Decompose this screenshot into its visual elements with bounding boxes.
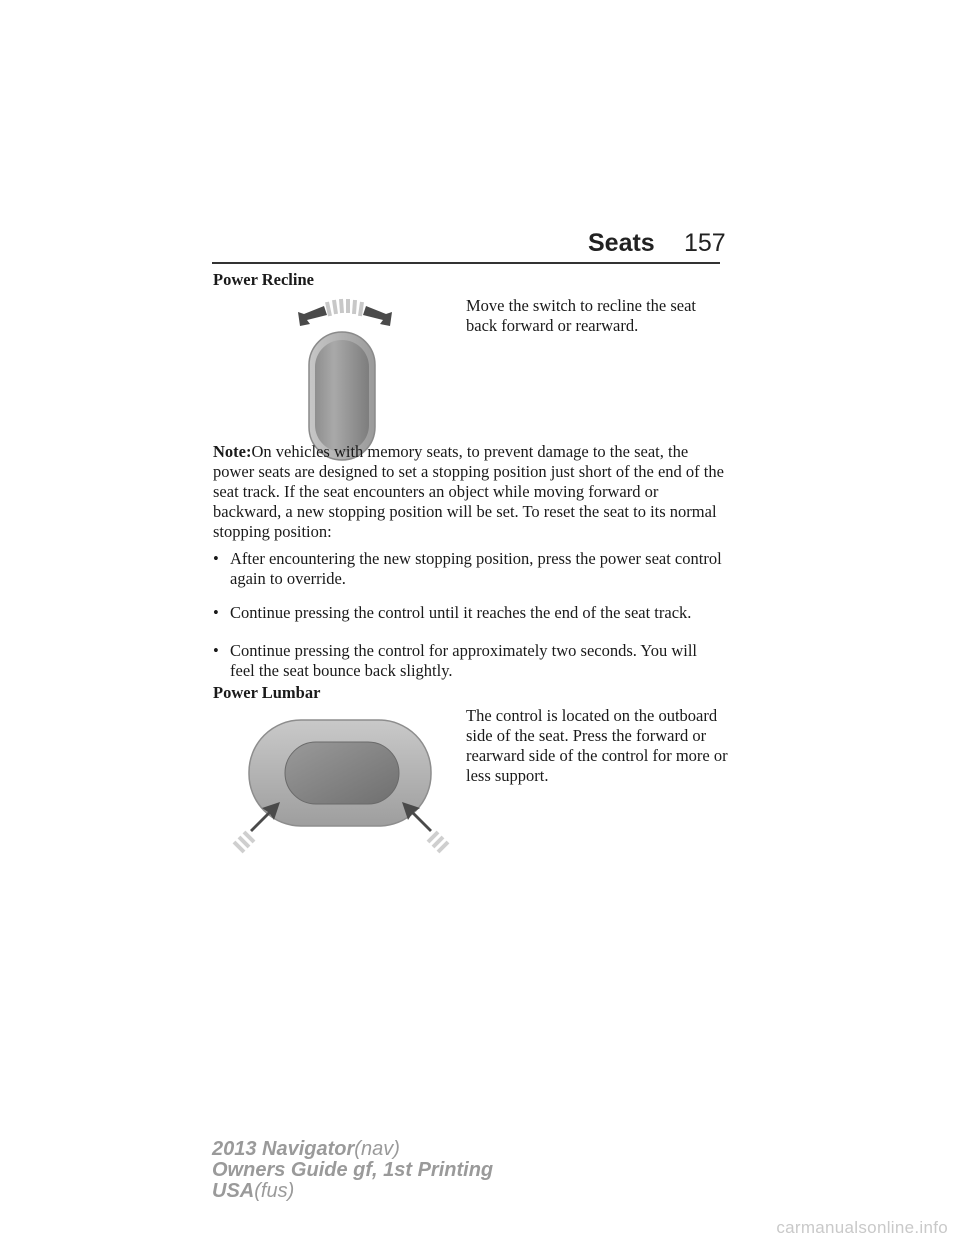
note-text: On vehicles with memory seats, to prevent damage to the seat, the power seats are designed to set a stopping position just short of the end of the seat track. If the seat encounters an object while moving forward or backward, a new stopping position will be set. To reset the seat to its normal stopping position: xyxy=(213,442,724,541)
footer-model-code: (nav) xyxy=(354,1138,400,1160)
note-paragraph xyxy=(213,442,725,542)
recline-switch-icon xyxy=(290,292,400,464)
footer-line-2 xyxy=(212,1160,493,1181)
list-item-text: Continue pressing the control until it reaches the end of the seat track. xyxy=(230,603,692,622)
footer-market-code: (fus) xyxy=(254,1180,295,1202)
footer-guide: Owners Guide gf, 1st Printing xyxy=(212,1159,494,1181)
section-title: Seats xyxy=(588,229,655,257)
header-divider xyxy=(212,262,720,264)
lumbar-control-icon xyxy=(228,718,454,860)
footer-line-1 xyxy=(212,1139,400,1160)
list-item-text: Continue pressing the control for approximately two seconds. You will feel the seat bounce back slightly. xyxy=(230,641,697,680)
footer-market: USA xyxy=(212,1180,255,1202)
power-lumbar-instruction: The control is located on the outboard side of the seat. Press the forward or rearward side of the control for more or less support. xyxy=(466,706,728,785)
footer-line-3 xyxy=(212,1181,294,1202)
power-recline-heading: Power Recline xyxy=(213,270,314,289)
note-label: Note: xyxy=(213,442,252,461)
list-item-text: After encountering the new stopping position, press the power seat control again to override. xyxy=(230,549,722,588)
footer-model: 2013 Navigator xyxy=(212,1138,355,1160)
power-lumbar-heading: Power Lumbar xyxy=(213,683,321,702)
power-recline-instruction: Move the switch to recline the seat back forward or rearward. xyxy=(466,296,697,335)
page-number: 157 xyxy=(684,229,726,257)
watermark: carmanualsonline.info xyxy=(776,1218,948,1237)
